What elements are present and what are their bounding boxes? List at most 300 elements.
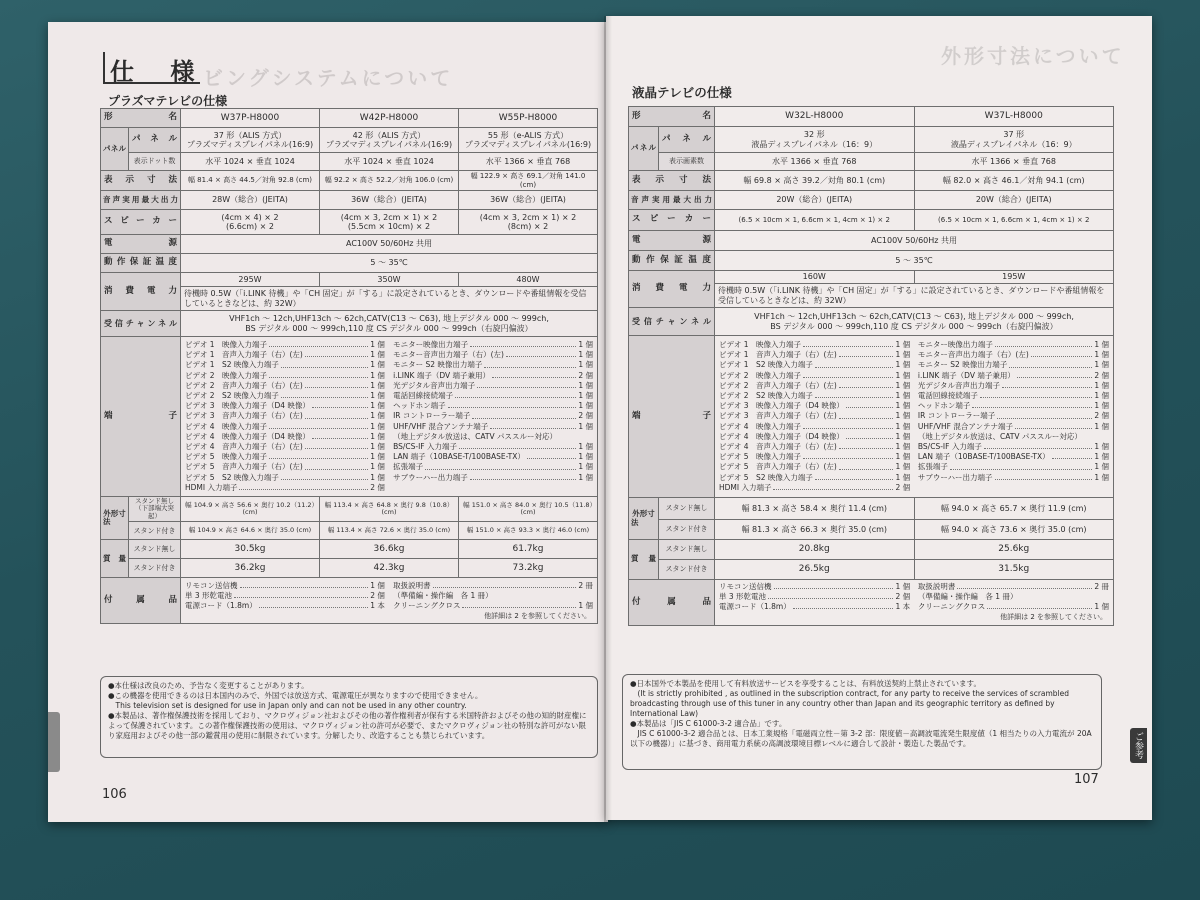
label-channels: 受信チャンネル bbox=[101, 311, 181, 337]
port-item-count: 1 個 bbox=[578, 380, 593, 390]
lcd-acc-ref: 他詳細は 2 を参照してください。 bbox=[1000, 613, 1107, 622]
port-item-count: 2 個 bbox=[578, 411, 593, 421]
port-item-label: モニター S2 映像出力端子 bbox=[917, 360, 1008, 370]
port-item bbox=[719, 371, 910, 381]
dotted-leader bbox=[312, 401, 368, 408]
page-number-right: 107 bbox=[1074, 772, 1099, 787]
port-item-label: BS/CS-IF 入力端子 bbox=[917, 442, 982, 451]
r-panel-1: 32 形 液晶ディスプレイパネル（16：9） bbox=[715, 127, 915, 153]
dotted-leader bbox=[957, 582, 1092, 589]
dotted-leader bbox=[269, 340, 368, 347]
port-item-count: 1 個 bbox=[370, 442, 385, 451]
accessory-item-label: クリーニングクロス bbox=[917, 602, 986, 612]
r-consumption-2: 195W bbox=[914, 271, 1114, 284]
port-item-count: 1 個 bbox=[578, 401, 593, 411]
port-item-label: ビデオ 5 映像入力端子 bbox=[719, 452, 802, 462]
r-weight-with-stand-1: 26.5kg bbox=[715, 560, 915, 580]
accessory-item-label: クリーニングクロス bbox=[393, 600, 461, 610]
dotted-leader bbox=[846, 401, 894, 408]
port-item bbox=[393, 452, 593, 462]
port-item-count: 1 個 bbox=[895, 360, 911, 370]
dims-with-stand-2: 幅 113.4 × 高さ 72.6 × 奥行 35.0 (cm) bbox=[320, 522, 459, 540]
r-audio-2: 20W（総合）(JEITA) bbox=[914, 191, 1114, 210]
port-item-label: ビデオ 1 映像入力端子 bbox=[185, 339, 268, 349]
plasma-acc-col-b bbox=[393, 581, 593, 611]
port-item bbox=[393, 462, 593, 472]
port-item bbox=[393, 422, 593, 432]
display-2: 幅 92.2 × 高さ 52.2／対角 106.0 (cm) bbox=[320, 171, 459, 191]
port-item-label: 光デジタル音声出力端子 bbox=[393, 380, 476, 390]
consumption-3: 480W bbox=[459, 273, 598, 287]
label-power: 電 源 bbox=[101, 235, 181, 254]
accessory-item bbox=[918, 592, 1109, 602]
port-item bbox=[393, 340, 593, 350]
dotted-leader bbox=[234, 591, 368, 598]
display-3: 幅 122.9 × 高さ 69.1／対角 141.0 (cm) bbox=[459, 171, 598, 191]
port-item bbox=[918, 473, 1109, 483]
port-item-count: 1 個 bbox=[370, 380, 385, 390]
port-item-count: 1 個 bbox=[895, 370, 911, 380]
right-note-2: (It is strictly prohibited , as outlined in the subscription contract, for any party to receive the services of scrambled broadcasting through use of this tuner in any country other than Japan and its geographic territory as defined by International Law) bbox=[630, 689, 1070, 718]
weight-with-stand-3: 73.2kg bbox=[459, 559, 598, 578]
port-item-label: ヘッドホン端子 bbox=[393, 401, 446, 411]
speaker-2: (4cm × 3, 2cm × 1) × 2 (5.5cm × 10cm) × 2 bbox=[320, 210, 459, 235]
dotted-leader bbox=[984, 442, 1093, 449]
port-item-label: ビデオ 3 映像入力端子（D4 映像） bbox=[185, 401, 310, 411]
r-weight-no-stand-2: 25.6kg bbox=[914, 540, 1114, 560]
dotted-leader bbox=[425, 462, 576, 469]
port-item-count: 1 個 bbox=[1094, 339, 1109, 349]
standby-note: 待機時 0.5W（「i.LINK 待機」や「CH 固定」が「する」に設定されているとき、ダウンロードや番組情報を受信しているときなどは、約 32W） bbox=[181, 287, 598, 311]
port-item bbox=[719, 452, 910, 462]
r-display-2: 幅 82.0 × 高さ 46.1／対角 94.1 (cm) bbox=[914, 171, 1114, 191]
accessory-item bbox=[918, 602, 1109, 612]
dotted-leader bbox=[312, 432, 368, 439]
r-label-temp: 動作保証温度 bbox=[629, 251, 715, 271]
port-item bbox=[719, 350, 910, 360]
dotted-leader bbox=[980, 391, 1092, 398]
r-label-ports: 端 子 bbox=[629, 336, 715, 498]
accessory-item bbox=[185, 581, 385, 591]
port-item-count: 1 個 bbox=[895, 401, 911, 411]
label-weight-no-stand: スタンド無し bbox=[129, 540, 181, 559]
port-item bbox=[185, 381, 385, 391]
speaker-3: (4cm × 3, 2cm × 1) × 2 (8cm) × 2 bbox=[459, 210, 598, 235]
r-display-1: 幅 69.8 × 高さ 39.2／対角 80.1 (cm) bbox=[715, 171, 915, 191]
label-dims: 外形寸法 bbox=[101, 497, 129, 540]
dots-3: 水平 1366 × 垂直 768 bbox=[459, 153, 598, 171]
accessory-item-label: （準備編・操作編 各 1 冊） bbox=[917, 592, 1018, 602]
port-item-count: 2 個 bbox=[578, 370, 593, 380]
lcd-ports-col-b bbox=[918, 340, 1109, 493]
port-item-count: 1 個 bbox=[1094, 350, 1109, 360]
dotted-leader bbox=[305, 381, 368, 388]
r-channels-value: VHF1ch ～ 12ch,UHF13ch ～ 62ch,CATV(C13 ～ C63), 地上デジタル 000 ～ 999ch, BS デジタル 000 ～ 999ch,110 度 CS デジタル 000 ～ 999ch（右旋円偏波） bbox=[715, 308, 1114, 336]
label-dots: 表示ドット数 bbox=[129, 153, 181, 171]
plasma-ports-col-b bbox=[393, 340, 593, 493]
port-item-label: ビデオ 4 映像入力端子（D4 映像） bbox=[185, 431, 310, 441]
port-item-label: 拡張端子 bbox=[917, 462, 948, 472]
dotted-leader bbox=[506, 350, 576, 357]
r-label-dims-with-stand: スタンド付き bbox=[659, 520, 715, 540]
accessory-item-count: 2 個 bbox=[370, 590, 385, 600]
port-item bbox=[719, 401, 910, 411]
accessory-item-label: 電源コード（1.8m） bbox=[719, 602, 791, 612]
display-1: 幅 81.4 × 高さ 44.5／対角 92.8 (cm) bbox=[181, 171, 320, 191]
port-item bbox=[185, 360, 385, 370]
r-label-display: 表示寸法 bbox=[629, 171, 715, 191]
page-number-left: 106 bbox=[102, 787, 127, 802]
dotted-leader bbox=[803, 340, 893, 347]
r-label-consumption: 消費電力 bbox=[629, 271, 715, 308]
dotted-leader bbox=[803, 452, 893, 459]
audio-3: 36W（総合）(JEITA) bbox=[459, 191, 598, 210]
port-item-count: 1 個 bbox=[895, 472, 911, 482]
r-label-dims-no-stand: スタンド無し bbox=[659, 498, 715, 520]
port-item bbox=[719, 442, 910, 452]
model-col-2: W42P-H8000 bbox=[320, 109, 459, 128]
port-item bbox=[393, 411, 593, 421]
port-item-count: 1 個 bbox=[578, 452, 593, 462]
left-notes-box bbox=[100, 676, 598, 758]
dotted-leader bbox=[470, 473, 577, 480]
dots-1: 水平 1024 × 垂直 1024 bbox=[181, 153, 320, 171]
accessory-item-count: 1 本 bbox=[895, 602, 911, 612]
port-item-count: 1 個 bbox=[1094, 390, 1109, 400]
port-item-count: 1 個 bbox=[1094, 452, 1109, 462]
dotted-leader bbox=[305, 350, 368, 357]
port-item bbox=[393, 432, 593, 442]
dotted-leader bbox=[768, 592, 893, 599]
label-consumption: 消費電力 bbox=[101, 273, 181, 311]
dims-no-stand-1: 幅 104.9 × 高さ 56.6 × 奥行 10.2（11.2）(cm) bbox=[181, 497, 320, 522]
consumption-2: 350W bbox=[320, 273, 459, 287]
dotted-leader bbox=[774, 582, 894, 589]
dotted-leader bbox=[269, 452, 368, 459]
port-item-count: 1 個 bbox=[370, 472, 385, 482]
port-item bbox=[719, 391, 910, 401]
r-label-weight-with-stand: スタンド付き bbox=[659, 560, 715, 580]
port-item-label: ビデオ 2 S2 映像入力端子 bbox=[719, 390, 813, 400]
port-item-count: 1 個 bbox=[370, 350, 385, 360]
port-item-count: 1 個 bbox=[895, 452, 911, 462]
lcd-ports bbox=[715, 338, 1113, 495]
weight-no-stand-2: 36.6kg bbox=[320, 540, 459, 559]
port-item-count: 1 個 bbox=[370, 390, 385, 400]
panel-2: 42 形（ALIS 方式） プラズマディスプレイパネル(16:9) bbox=[320, 128, 459, 153]
port-item-label: ビデオ 1 映像入力端子 bbox=[719, 339, 802, 349]
dotted-leader bbox=[472, 411, 576, 418]
dotted-leader bbox=[815, 360, 894, 367]
accessory-item-count: 1 個 bbox=[578, 600, 593, 610]
accessory-item bbox=[719, 602, 910, 612]
port-item bbox=[918, 371, 1109, 381]
r-label-panel: パネル bbox=[659, 127, 715, 153]
port-item-label: HDMI 入力端子 bbox=[719, 482, 772, 492]
port-item-label: ビデオ 5 S2 映像入力端子 bbox=[719, 472, 813, 482]
r-panel-2: 37 形 液晶ディスプレイパネル（16：9） bbox=[914, 127, 1114, 153]
temp-value: 5 ～ 35℃ bbox=[181, 254, 598, 273]
port-item-label: ビデオ 3 音声入力端子（右）(左) bbox=[185, 411, 303, 421]
accessory-item-count: 2 冊 bbox=[1094, 582, 1109, 592]
r-dims-with-stand-1: 幅 81.3 × 高さ 66.3 × 奥行 35.0 (cm) bbox=[715, 520, 915, 540]
r-standby-note: 待機時 0.5W（「i.LINK 待機」や「CH 固定」が「する」に設定されているとき、ダウンロードや番組情報を受信しているときなどは、約 32W） bbox=[715, 284, 1114, 308]
left-note-3: This television set is designed for use in Japan only and can not be used in any other country. bbox=[108, 701, 467, 710]
label-dims-no-stand: スタンド無し（下部端大突起） bbox=[129, 497, 181, 522]
port-item-count: 1 個 bbox=[895, 380, 911, 390]
accessory-item-label: 取扱説明書 bbox=[393, 580, 431, 590]
power-value: AC100V 50/60Hz 共用 bbox=[181, 235, 598, 254]
port-item-label: UHF/VHF 混合アンテナ端子 bbox=[917, 421, 1014, 431]
port-item-label: ビデオ 2 音声入力端子（右）(左) bbox=[719, 380, 837, 390]
r-dims-with-stand-2: 幅 94.0 × 高さ 73.6 × 奥行 35.0 (cm) bbox=[914, 520, 1114, 540]
port-item-label: ビデオ 1 音声入力端子（右）(左) bbox=[719, 350, 837, 360]
dotted-leader bbox=[803, 371, 893, 378]
book-gutter-shadow bbox=[604, 16, 612, 822]
r-consumption-1: 160W bbox=[715, 271, 915, 284]
dotted-leader bbox=[455, 391, 576, 398]
port-item bbox=[185, 432, 385, 442]
dotted-leader bbox=[1017, 371, 1093, 378]
port-item bbox=[393, 360, 593, 370]
port-item-count: 1 個 bbox=[895, 421, 911, 431]
r-label-pixels: 表示画素数 bbox=[659, 153, 715, 171]
port-item bbox=[393, 381, 593, 391]
port-item-label: ビデオ 5 S2 映像入力端子 bbox=[185, 472, 279, 482]
r-dims-no-stand-1: 幅 81.3 × 高さ 58.4 × 奥行 11.4 (cm) bbox=[715, 498, 915, 520]
r-model-col-1: W32L-H8000 bbox=[715, 107, 915, 127]
port-item bbox=[393, 401, 593, 411]
dotted-leader bbox=[839, 350, 894, 357]
dotted-leader bbox=[987, 602, 1092, 609]
plasma-subtitle: プラズマテレビの仕様 bbox=[108, 94, 228, 108]
right-note-3: ●本製品は「JIS C 61000-3-2 適合品」です。 bbox=[630, 719, 787, 728]
label-model: 形 名 bbox=[101, 109, 181, 128]
model-col-1: W37P-H8000 bbox=[181, 109, 320, 128]
lcd-acc-col-b bbox=[918, 582, 1109, 612]
port-item-label: 電話回線接続端子 bbox=[393, 390, 454, 400]
port-item bbox=[185, 371, 385, 381]
label-display: 表示寸法 bbox=[101, 171, 181, 191]
dotted-leader bbox=[269, 371, 368, 378]
port-item-count: 1 個 bbox=[370, 421, 385, 431]
port-item-count: 1 個 bbox=[1094, 380, 1109, 390]
plasma-spec-table bbox=[100, 108, 598, 624]
port-item-label: （地上デジタル放送は、CATV パススルー対応） bbox=[393, 431, 558, 441]
port-item-count: 1 個 bbox=[370, 462, 385, 472]
dims-no-stand-3: 幅 151.0 × 高さ 84.0 × 奥行 10.5（11.8）(cm) bbox=[459, 497, 598, 522]
port-item-label: モニター S2 映像出力端子 bbox=[393, 360, 483, 370]
dotted-leader bbox=[839, 442, 894, 449]
port-item bbox=[185, 401, 385, 411]
dotted-leader bbox=[259, 601, 369, 608]
port-item bbox=[393, 442, 593, 452]
audio-2: 36W（総合）(JEITA) bbox=[320, 191, 459, 210]
accessory-item-count: 2 個 bbox=[895, 592, 911, 602]
dotted-leader bbox=[793, 602, 894, 609]
r-model-col-2: W37L-H8000 bbox=[914, 107, 1114, 127]
port-item bbox=[185, 411, 385, 421]
dotted-leader bbox=[846, 432, 894, 439]
right-notes-box bbox=[622, 674, 1102, 770]
port-item bbox=[185, 422, 385, 432]
r-label-weight-no-stand: スタンド無し bbox=[659, 540, 715, 560]
plasma-accessories bbox=[181, 580, 597, 612]
port-item-label: ビデオ 1 S2 映像入力端子 bbox=[185, 360, 279, 370]
plasma-acc-col-a bbox=[185, 581, 385, 611]
dotted-leader bbox=[1052, 452, 1093, 459]
port-item bbox=[918, 411, 1109, 421]
label-panel-group: パネル bbox=[101, 128, 129, 171]
audio-1: 28W（総合）(JEITA) bbox=[181, 191, 320, 210]
weight-no-stand-1: 30.5kg bbox=[181, 540, 320, 559]
port-item bbox=[918, 452, 1109, 462]
port-item-count: 1 個 bbox=[578, 442, 593, 451]
dotted-leader bbox=[803, 422, 893, 429]
consumption-1: 295W bbox=[181, 273, 320, 287]
port-item-count: 1 個 bbox=[1094, 442, 1109, 451]
dotted-leader bbox=[281, 473, 368, 480]
port-item-label: UHF/VHF 混合アンテナ端子 bbox=[393, 421, 489, 431]
port-item-count: 1 個 bbox=[370, 360, 385, 370]
port-item-count: 1 個 bbox=[370, 339, 385, 349]
dotted-leader bbox=[490, 422, 576, 429]
r-label-panel-group: パネル bbox=[629, 127, 659, 171]
left-note-2: ●この機器を使用できるのは日本国内のみで、外国では放送方式、電源電圧が異なりますので使用できません。 bbox=[108, 691, 483, 700]
label-accessories: 付 属 品 bbox=[101, 578, 181, 624]
lcd-ports-col-a bbox=[719, 340, 910, 493]
label-audio: 音声実用最大出力 bbox=[101, 191, 181, 210]
port-item-count: 1 個 bbox=[370, 411, 385, 421]
port-item-count: 1 個 bbox=[895, 462, 911, 472]
port-item-label: サブウーハー出力端子 bbox=[917, 472, 993, 482]
r-label-audio: 音声実用最大出力 bbox=[629, 191, 715, 210]
port-item-label: ビデオ 1 音声入力端子（右）(左) bbox=[185, 350, 303, 360]
dotted-leader bbox=[839, 462, 894, 469]
port-item-count: 1 個 bbox=[370, 370, 385, 380]
port-item bbox=[719, 381, 910, 391]
channels-value: VHF1ch ～ 12ch,UHF13ch ～ 62ch,CATV(C13 ～ C63), 地上デジタル 000 ～ 999ch, BS デジタル 000 ～ 999ch,110 度 CS デジタル 000 ～ 999ch（右旋円偏波） bbox=[181, 311, 598, 337]
port-item-label: ビデオ 2 映像入力端子 bbox=[185, 370, 268, 380]
port-item-label: ビデオ 5 映像入力端子 bbox=[185, 452, 268, 462]
port-item-label: i.LINK 端子（DV 端子兼用） bbox=[917, 370, 1015, 380]
r-speaker-2: (6.5 × 10cm × 1, 6.6cm × 1, 4cm × 1) × 2 bbox=[914, 210, 1114, 231]
port-item bbox=[719, 340, 910, 350]
right-note-4: JIS C 61000-3-2 適合品とは、日本工業規格「電磁両立性－第 3-2 部：限度値－高調波電流発生限度値（1 相当たりの入力電流が 20A 以下の機器）」に基づき、商用電力系統の高調波環境目標レベルに適合して設計・製造した製品です。 bbox=[630, 729, 1092, 748]
port-item-count: 1 個 bbox=[370, 431, 385, 441]
label-dims-with-stand: スタンド付き bbox=[129, 522, 181, 540]
accessory-item bbox=[918, 582, 1109, 592]
panel-3: 55 形（e-ALIS 方式） プラズマディスプレイパネル(16:9) bbox=[459, 128, 598, 153]
port-item-label: モニター音声出力端子（右）(左) bbox=[393, 350, 504, 360]
accessory-item bbox=[393, 591, 593, 601]
label-weight-with-stand: スタンド付き bbox=[129, 559, 181, 578]
port-item bbox=[185, 483, 385, 493]
port-item-count: 1 個 bbox=[578, 462, 593, 472]
dotted-leader bbox=[1015, 422, 1092, 429]
port-item bbox=[393, 371, 593, 381]
port-item-label: ビデオ 3 音声入力端子（右）(左) bbox=[719, 411, 837, 421]
accessory-item-label: リモコン送信機 bbox=[185, 580, 238, 590]
plasma-ports bbox=[181, 338, 597, 495]
port-item bbox=[719, 483, 910, 493]
dotted-leader bbox=[815, 391, 894, 398]
dotted-leader bbox=[995, 473, 1093, 480]
port-item-count: 2 個 bbox=[1094, 370, 1109, 380]
plasma-ports-col-a bbox=[185, 340, 385, 493]
dotted-leader bbox=[773, 483, 893, 490]
dotted-leader bbox=[1009, 360, 1092, 367]
label-temp: 動作保証温度 bbox=[101, 254, 181, 273]
accessory-item-label: 単 3 形乾電池 bbox=[185, 590, 233, 600]
weight-with-stand-1: 36.2kg bbox=[181, 559, 320, 578]
port-item-label: 光デジタル音声出力端子 bbox=[917, 380, 1000, 390]
label-ports: 端 子 bbox=[101, 337, 181, 497]
port-item bbox=[918, 401, 1109, 411]
model-col-3: W55P-H8000 bbox=[459, 109, 598, 128]
port-item-label: HDMI 入力端子 bbox=[185, 482, 238, 492]
port-item-count: 1 個 bbox=[1094, 401, 1109, 411]
port-item bbox=[719, 411, 910, 421]
port-item-label: ビデオ 4 音声入力端子（右）(左) bbox=[719, 442, 837, 451]
port-item-count: 1 個 bbox=[1094, 462, 1109, 472]
accessory-item bbox=[393, 581, 593, 591]
port-item-label: i.LINK 端子（DV 端子兼用） bbox=[393, 370, 491, 380]
port-item bbox=[918, 340, 1109, 350]
accessory-item-count: 1 個 bbox=[1094, 602, 1109, 612]
port-item-count: 1 個 bbox=[578, 350, 593, 360]
port-item bbox=[719, 462, 910, 472]
port-item-count: 1 個 bbox=[1094, 472, 1109, 482]
r-label-weight: 質 量 bbox=[629, 540, 659, 580]
dotted-leader bbox=[240, 581, 369, 588]
r-pixels-2: 水平 1366 × 垂直 768 bbox=[914, 153, 1114, 171]
port-item bbox=[185, 442, 385, 452]
port-item bbox=[719, 473, 910, 483]
lcd-spec-table bbox=[628, 106, 1114, 626]
dotted-leader bbox=[470, 340, 576, 347]
right-note-1: ●日本国外で本製品を使用して有料放送サービスを享受することは、有料放送契約上禁止されています。 bbox=[630, 679, 981, 688]
dims-with-stand-1: 幅 104.9 × 高さ 64.6 × 奥行 35.0 (cm) bbox=[181, 522, 320, 540]
port-item-label: ビデオ 4 音声入力端子（右）(左) bbox=[185, 442, 303, 451]
port-item-label: BS/CS-IF 入力端子 bbox=[393, 442, 458, 451]
accessory-item bbox=[185, 601, 385, 611]
label-weight: 質 量 bbox=[101, 540, 129, 578]
dotted-leader bbox=[527, 452, 577, 459]
accessory-item-label: リモコン送信機 bbox=[719, 582, 772, 592]
port-item-label: モニター音声出力端子（右）(左) bbox=[917, 350, 1029, 360]
port-item-count: 1 個 bbox=[370, 401, 385, 411]
dotted-leader bbox=[997, 411, 1092, 418]
accessory-item-label: 単 3 形乾電池 bbox=[719, 592, 767, 602]
port-item-label: 拡張端子 bbox=[393, 462, 424, 472]
dotted-leader bbox=[477, 381, 576, 388]
dotted-leader bbox=[815, 473, 894, 480]
dots-2: 水平 1024 × 垂直 1024 bbox=[320, 153, 459, 171]
dotted-leader bbox=[492, 371, 576, 378]
port-item bbox=[719, 422, 910, 432]
r-label-channels: 受信チャンネル bbox=[629, 308, 715, 336]
right-page bbox=[606, 16, 1152, 820]
port-item-label: サブウーハー出力端子 bbox=[393, 472, 468, 482]
r-temp-value: 5 ～ 35℃ bbox=[715, 251, 1114, 271]
port-item-count: 1 個 bbox=[895, 390, 911, 400]
port-item-label: LAN 端子（10BASE-T/100BASE-TX） bbox=[393, 452, 525, 462]
port-item-label: ヘッドホン端子 bbox=[917, 401, 971, 411]
weight-no-stand-3: 61.7kg bbox=[459, 540, 598, 559]
r-power-value: AC100V 50/60Hz 共用 bbox=[715, 231, 1114, 251]
port-item-label: ビデオ 2 音声入力端子（右）(左) bbox=[185, 380, 303, 390]
